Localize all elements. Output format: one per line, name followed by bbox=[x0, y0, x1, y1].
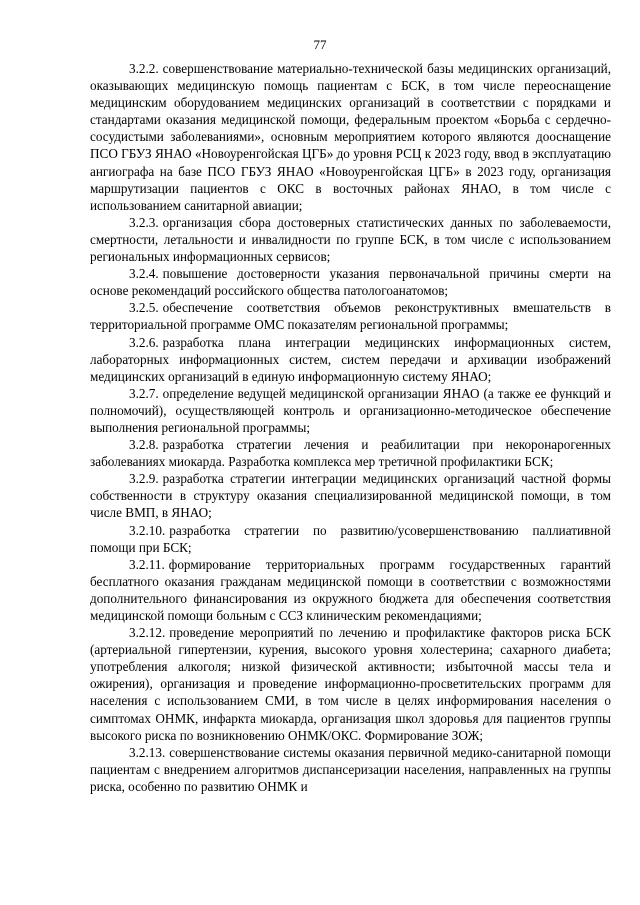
list-item-3-2-2 bbox=[90, 60, 611, 214]
list-item-3-2-13 bbox=[90, 744, 611, 795]
item-number: 3.2.13. bbox=[129, 744, 166, 760]
list-item-3-2-8 bbox=[90, 436, 611, 470]
item-text: повышение достоверности указания первоначальной причины смерти на основе рекомендаций российского общества патологоанатомов; bbox=[90, 266, 611, 299]
list-item-3-2-10 bbox=[90, 522, 611, 556]
item-text: разработка стратегии лечения и реабилитации при некоронарогенных заболеваниях миокарда. Разработка комплекса мер третичной профилактики БСК; bbox=[90, 437, 611, 470]
list-item-3-2-9 bbox=[90, 470, 611, 521]
item-text: обеспечение соответствия объемов реконструктивных вмешательств в территориальной программе ОМС показателям региональной программы; bbox=[90, 300, 611, 333]
item-number: 3.2.4. bbox=[129, 266, 159, 282]
list-item-3-2-12 bbox=[90, 624, 611, 744]
page-number: 77 bbox=[313, 37, 327, 52]
list-item-3-2-6 bbox=[90, 334, 611, 385]
list-item-3-2-4 bbox=[90, 265, 611, 299]
item-text: разработка стратегии по развитию/усовершенствованию паллиативной помощи при БСК; bbox=[90, 522, 611, 555]
item-text: совершенствование системы оказания первичной медико-санитарной помощи пациентам с внедрением алгоритмов диспансеризации населения, направленных на группы риска, особенно по развитию ОНМК и bbox=[90, 744, 611, 794]
item-number: 3.2.6. bbox=[129, 334, 159, 350]
item-number: 3.2.11. bbox=[129, 556, 165, 572]
document-body bbox=[90, 60, 611, 795]
item-number: 3.2.7. bbox=[129, 385, 159, 401]
list-item-3-2-3 bbox=[90, 214, 611, 265]
item-number: 3.2.10. bbox=[129, 522, 166, 538]
item-number: 3.2.3. bbox=[129, 214, 159, 230]
list-item-3-2-11 bbox=[90, 556, 611, 624]
item-number: 3.2.9. bbox=[129, 471, 159, 487]
item-text: совершенствование материально-технической базы медицинских организаций, оказывающих медицинскую помощь пациентам с БСК, в том числе переоснащение медицинским оборудованием медицинских организаций в соответствии с порядками и стандартами оказания медицинской помощи, федеральным проектом «Борьба с сердечно-сосудистыми заболеваниями», основным мероприятием которого являются дооснащение ПСО ГБУЗ ЯНАО «Новоуренгойская ЦГБ» до уровня РСЦ к 2023 году, ввод в эксплуатацию ангиографа на базе ПСО ГБУЗ ЯНАО «Новоуренгойская ЦГБ» в 2023 году, организация маршрутизации пациентов с ОКС в восточных районах ЯНАО, в том числе с использованием санитарной авиации; bbox=[90, 61, 611, 213]
item-text: разработка стратегии интеграции медицинских организаций частной формы собственности в структуру оказания специализированной медицинской помощи, в том числе ВМП, в ЯНАО; bbox=[90, 471, 611, 521]
list-item-3-2-5 bbox=[90, 299, 611, 333]
item-text: разработка плана интеграции медицинских информационных систем, лабораторных информационных систем, систем передачи и архивации изображений медицинских организаций в единую информационную систему ЯНАО; bbox=[90, 334, 611, 384]
item-text: организация сбора достоверных статистических данных по заболеваемости, смертности, летальности и инвалидности по группе БСК, в том числе с использованием региональных информационных сервисов; bbox=[90, 214, 611, 265]
item-number: 3.2.2. bbox=[129, 61, 159, 76]
item-number: 3.2.5. bbox=[129, 300, 159, 316]
item-text: проведение мероприятий по лечению и профилактике факторов риска БСК (артериальной гипертензии, курения, высокого уровня холестерина; сахарного диабета; употребления алкоголя; низкой физической активности; избыточной массы тела и ожирения), организация и проведение информационно-просветительских программ для населения с использованием СМИ, в том числе в целях информирования населения о симптомах ОНМК, инфаркта миокарда, организация школ здоровья для пациентов группы высокого риска по возникновению ОНМК/ОКС. Формирование ЗОЖ; bbox=[90, 625, 611, 743]
item-number: 3.2.12. bbox=[129, 625, 166, 641]
item-number: 3.2.8. bbox=[129, 437, 159, 453]
item-text: определение ведущей медицинской организации ЯНАО (а также ее функций и полномочий), осуществляющей контроль и организационно-методическое обеспечение выполнения региональной программы; bbox=[90, 385, 611, 435]
list-item-3-2-7 bbox=[90, 385, 611, 436]
item-text: формирование территориальных программ государственных гарантий бесплатного оказания гражданам медицинской помощи в соответствии с возможностями дополнительного финансирования из окружного бюджета для обеспечения соответствия медицинской помощи больным с ССЗ клиническим рекомендациями; bbox=[90, 556, 611, 623]
